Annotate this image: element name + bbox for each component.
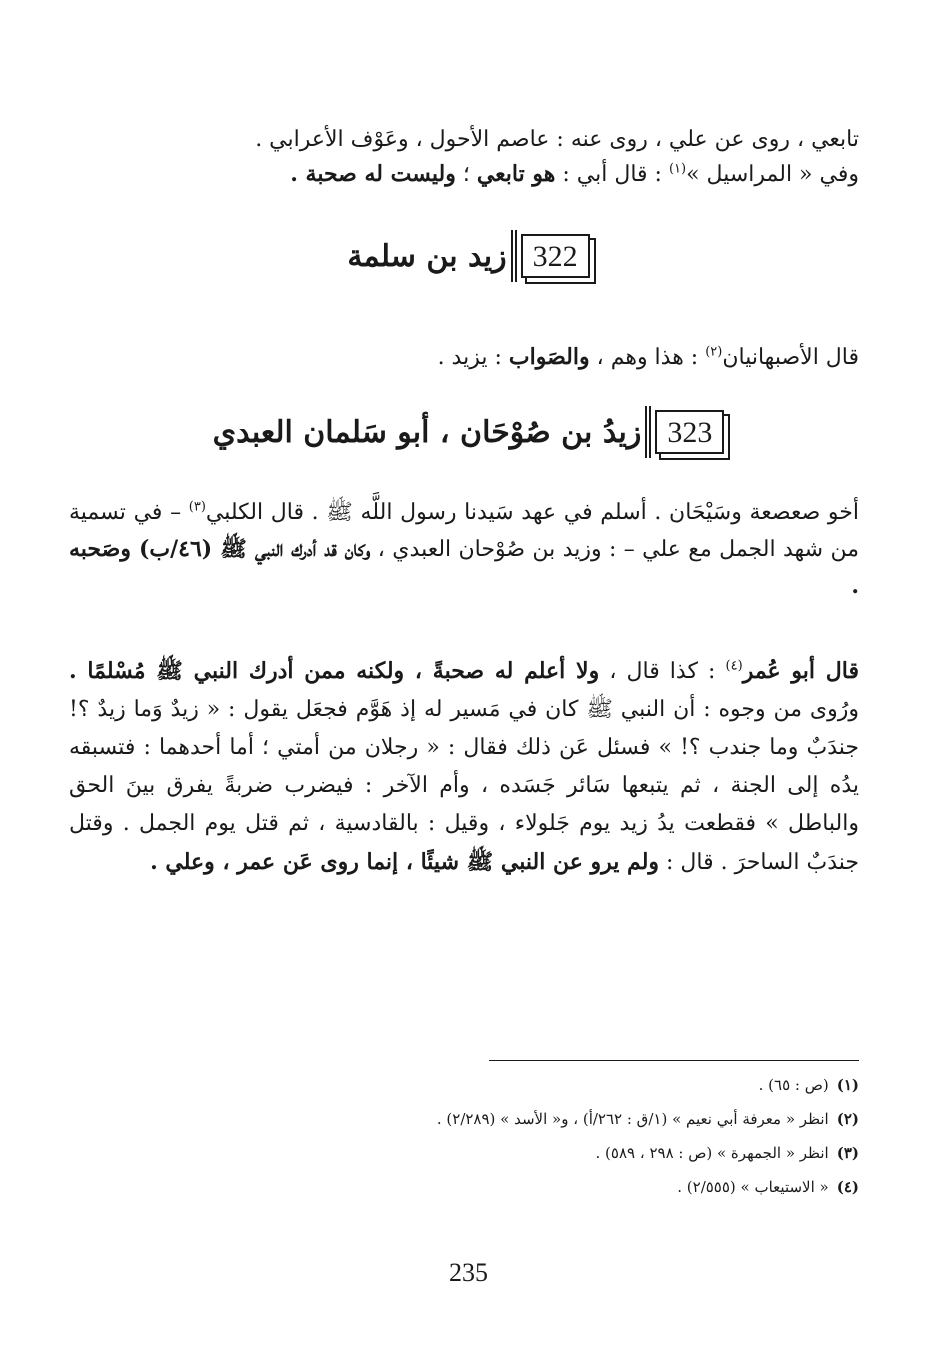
footnote-ref-1[interactable]: (١) (668, 161, 687, 177)
page-number: 235 (449, 1258, 488, 1287)
footnotes (159, 1068, 859, 1204)
entry-322-text-pre: قال الأصبهانيان (722, 345, 859, 370)
entry-322-heading (0, 234, 937, 278)
footnote-3 (159, 1136, 859, 1170)
footnote-2-text: انظر « معرفة أبي نعيم » (١/ق : ٢٦٢/أ) ، و« الأسد » (٢/٢٨٩) . (436, 1110, 829, 1128)
entry-322-title: زيد بن سلمة (347, 238, 507, 274)
footnote-divider (489, 1060, 859, 1061)
footnote-1-number: (١) (836, 1076, 859, 1094)
top-line-2-bold-1: هو تابعي (476, 161, 556, 187)
entry-322-text-bold: والصَواب (508, 344, 590, 370)
entry-323-paragraph-2 (69, 652, 859, 882)
footnote-ref-3[interactable]: (٣) (188, 499, 206, 515)
p1-bold: وكان قد أدرك النبي ﷺ (٤٦/ب) وصَحبه . (69, 536, 859, 599)
footnote-ref-2[interactable]: (٢) (705, 344, 723, 360)
entry-323-number: 323 (655, 410, 724, 454)
entry-323-paragraph-1 (69, 494, 859, 605)
footnote-4 (159, 1170, 859, 1204)
footnote-ref-4[interactable]: (٤) (725, 658, 743, 674)
top-line-1: تابعي ، روى عن علي ، روى عنه : عاصم الأحول ، وعَوْف الأعرابي . (255, 127, 859, 152)
entry-322-text (69, 340, 859, 375)
footnote-3-number: (٣) (836, 1144, 859, 1162)
entry-323-title: زيدُ بن صُوْحَان ، أبو سَلمان العبدي (212, 414, 642, 450)
entry-322-text-mid: : هذا وهم ، (589, 345, 706, 370)
top-line-2 (69, 157, 859, 192)
entry-322-number: 322 (521, 234, 590, 278)
footnote-3-text: انظر « الجمهرة » (ص : ٢٩٨ ، ٥٨٩) . (595, 1144, 829, 1162)
top-line-2-sep: ؛ (455, 162, 477, 187)
entry-323-heading (0, 410, 937, 454)
p2-bold-2: ولا أعلم له صحبةً ، ولكنه ممن أدرك النبي ﷺ مُسْلمًا . (69, 658, 600, 684)
p1-a: أخو صعصعة وسَيْحَان . أسلم في عهد سَيدنا رسول اللَّه ﷺ . قال الكلبي (205, 500, 860, 525)
p1-b: – في تسمية من شهد الجمل مع علي – : وزيد بن صُوْحان العبدي ، (69, 500, 859, 562)
p2-b: ورُوى من وجوه : أن النبي ﷺ كان في مَسير له إذ هَوَّم فجعَل يقول : « زيدٌ وَما زيدٌ ؟! جندَبٌ وما جندب ؟! » فسئل عَن ذلك فقال : « رجلان من أمتي ؛ أما أحدهما : فتسبقه يدُه إلى الجنة ، ثم يتبعها سَائر جَسَده ، وأم الآخر : فيضرب ضربةً يفرق بينَ الحق والباطل » فقطعت يدُ زيد يوم جَلولاء ، وقيل : بالقادسية ، ثم قتل يوم الجمل . وقتل جندَبٌ الساحرَ . قال : (69, 697, 859, 875)
footnote-2-number: (٢) (836, 1110, 859, 1128)
top-line-2-pre: وفي « المراسيل » (686, 162, 859, 187)
footnote-2 (159, 1102, 859, 1136)
top-paragraph (69, 122, 859, 192)
p2-bold-3: ولم يرو عن النبي ﷺ شيئًا ، إنما روى عَن عمر ، وعلي . (150, 849, 660, 875)
top-line-2-bold-2: وليست له صحبة . (290, 161, 456, 187)
footnote-1 (159, 1068, 859, 1102)
top-line-2-mid: : قال أبي : (555, 162, 669, 187)
p2-bold-1: قال أبو عُمر (742, 658, 859, 684)
footnote-4-number: (٤) (836, 1178, 859, 1196)
footnote-4-text: « الاستيعاب » (٢/٥٥٥) . (677, 1178, 829, 1196)
footnote-1-text: (ص : ٦٥) . (758, 1076, 829, 1094)
entry-322-text-post: : يزيد . (437, 345, 509, 370)
p2-a: : كذا قال ، (599, 659, 726, 684)
